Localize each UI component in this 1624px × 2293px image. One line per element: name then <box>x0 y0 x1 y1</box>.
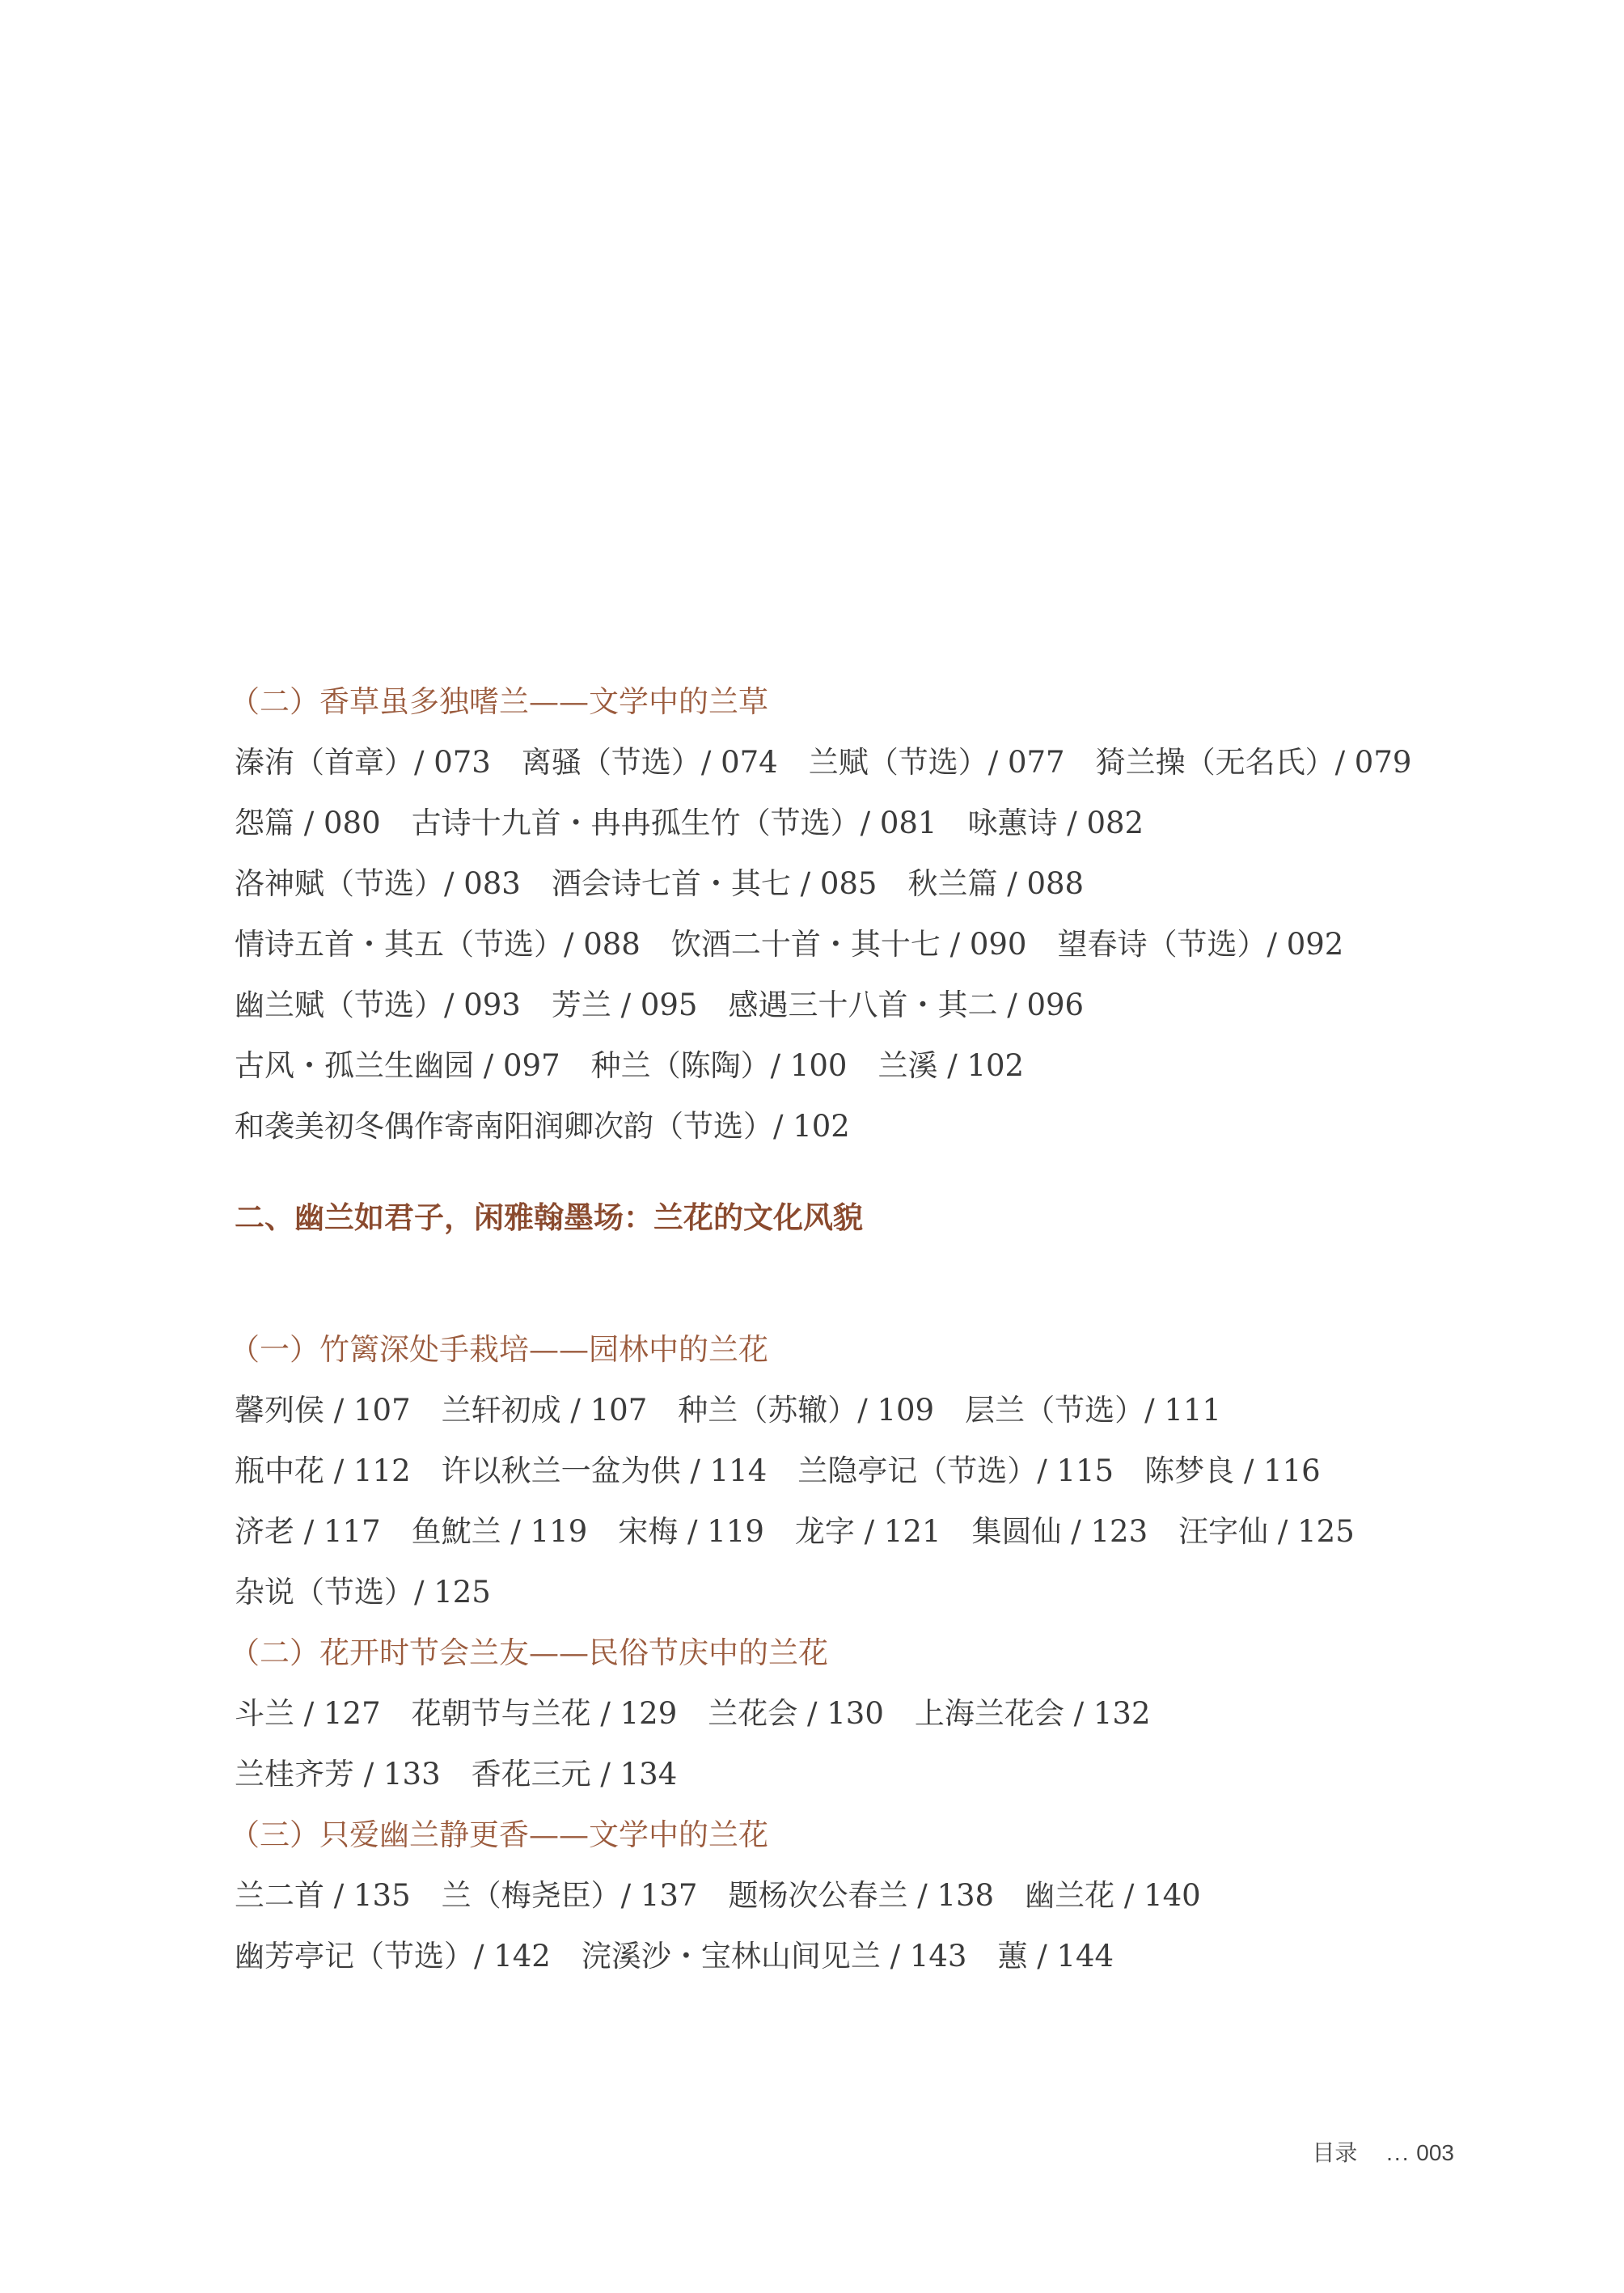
toc-entry[interactable]: 兰轩初成 / 107 <box>441 1393 648 1428</box>
toc-entry[interactable]: 馨列侯 / 107 <box>235 1393 411 1428</box>
toc-entry[interactable]: 上海兰花会 / 132 <box>914 1696 1151 1731</box>
toc-entry[interactable]: 古诗十九首・冉冉孤生竹（节选）/ 081 <box>411 806 937 840</box>
toc-entry[interactable]: 溱洧（首章）/ 073 <box>235 745 491 780</box>
toc-entry[interactable]: 蕙 / 144 <box>997 1939 1114 1974</box>
toc-entry[interactable]: 秋兰篇 / 088 <box>907 866 1085 901</box>
toc-entry[interactable]: 兰花会 / 130 <box>708 1696 884 1731</box>
toc-entry[interactable]: 猗兰操（无名氏）/ 079 <box>1095 745 1412 780</box>
toc-entry[interactable]: 杂说（节选）/ 125 <box>235 1575 491 1610</box>
toc-line <box>235 914 1496 975</box>
toc-line <box>235 1441 1496 1501</box>
footer-dots: ... <box>1386 2140 1410 2165</box>
toc-entry[interactable]: 鱼魫兰 / 119 <box>411 1514 588 1549</box>
toc-entry[interactable]: 兰赋（节选）/ 077 <box>808 745 1065 780</box>
toc-line <box>235 975 1496 1035</box>
toc-entry[interactable]: 题杨次公春兰 / 138 <box>728 1878 995 1913</box>
toc-line <box>235 1744 1496 1804</box>
toc-entry[interactable]: 龙字 / 121 <box>794 1514 941 1549</box>
toc-line <box>235 853 1496 914</box>
toc-entry[interactable]: 种兰（苏辙）/ 109 <box>678 1393 935 1428</box>
toc-entry[interactable]: 情诗五首・其五（节选）/ 088 <box>235 927 641 962</box>
toc-entry[interactable]: 望春诗（节选）/ 092 <box>1057 927 1344 962</box>
part-heading: 二、幽兰如君子，闲雅翰墨场：兰花的文化风貌 <box>235 1199 863 1235</box>
page-footer <box>1312 2135 1454 2168</box>
toc-entry[interactable]: 兰溪 / 102 <box>878 1048 1025 1083</box>
section-subheading: （一）竹篱深处手栽培——园林中的兰花 <box>230 1332 768 1367</box>
toc-line <box>235 1865 1496 1926</box>
toc-entry[interactable]: 陈梦良 / 116 <box>1144 1453 1321 1488</box>
toc-line <box>235 1096 1496 1157</box>
toc-entry[interactable]: 兰二首 / 135 <box>235 1878 411 1913</box>
toc-line <box>235 732 1496 793</box>
footer-label: 目录 <box>1312 2140 1358 2165</box>
toc-line <box>235 1926 1496 1986</box>
table-of-contents <box>230 671 1496 1986</box>
toc-entry[interactable]: 汪字仙 / 125 <box>1178 1514 1355 1549</box>
toc-entry[interactable]: 酒会诗七首・其七 / 085 <box>551 866 878 901</box>
toc-line <box>235 1501 1496 1562</box>
toc-line <box>235 1380 1496 1441</box>
toc-entry[interactable]: 怨篇 / 080 <box>235 806 381 840</box>
toc-entry[interactable]: 种兰（陈陶）/ 100 <box>590 1048 848 1083</box>
toc-entry[interactable]: 兰桂齐芳 / 133 <box>235 1757 441 1792</box>
toc-entry[interactable]: 宋梅 / 119 <box>618 1514 764 1549</box>
toc-entry[interactable]: 咏蕙诗 / 082 <box>967 806 1144 840</box>
page-number: 003 <box>1416 2140 1454 2165</box>
toc-line <box>235 793 1496 853</box>
toc-entry[interactable]: 浣溪沙・宝林山间见兰 / 143 <box>581 1939 967 1974</box>
toc-entry[interactable]: 离骚（节选）/ 074 <box>521 745 778 780</box>
toc-entry[interactable]: 幽兰花 / 140 <box>1025 1878 1201 1913</box>
toc-line <box>235 1683 1496 1744</box>
section-subheading: （二）香草虽多独嗜兰——文学中的兰草 <box>230 684 768 719</box>
toc-entry[interactable]: 和袭美初冬偶作寄南阳润卿次韵（节选）/ 102 <box>235 1109 850 1144</box>
toc-entry[interactable]: 幽芳亭记（节选）/ 142 <box>235 1939 551 1974</box>
toc-entry[interactable]: 花朝节与兰花 / 129 <box>411 1696 678 1731</box>
toc-entry[interactable]: 芳兰 / 095 <box>551 988 698 1022</box>
section-subheading: （三）只爱幽兰静更香——文学中的兰花 <box>230 1817 768 1852</box>
toc-entry[interactable]: 瓶中花 / 112 <box>235 1453 411 1488</box>
toc-entry[interactable]: 兰隐亭记（节选）/ 115 <box>797 1453 1114 1488</box>
toc-entry[interactable]: 幽兰赋（节选）/ 093 <box>235 988 521 1022</box>
toc-entry[interactable]: 集圆仙 / 123 <box>971 1514 1148 1549</box>
toc-entry[interactable]: 感遇三十八首・其二 / 096 <box>728 988 1085 1022</box>
section-subheading: （二）花开时节会兰友——民俗节庆中的兰花 <box>230 1635 828 1670</box>
toc-entry[interactable]: 层兰（节选）/ 111 <box>965 1393 1221 1428</box>
toc-entry[interactable]: 济老 / 117 <box>235 1514 381 1549</box>
toc-line <box>235 1035 1496 1096</box>
toc-entry[interactable]: 许以秋兰一盆为供 / 114 <box>441 1453 768 1488</box>
toc-entry[interactable]: 斗兰 / 127 <box>235 1696 381 1731</box>
toc-entry[interactable]: 古风・孤兰生幽园 / 097 <box>235 1048 560 1083</box>
toc-entry[interactable]: 兰（梅尧臣）/ 137 <box>441 1878 698 1913</box>
toc-entry[interactable]: 饮酒二十首・其十七 / 090 <box>670 927 1027 962</box>
toc-entry[interactable]: 洛神赋（节选）/ 083 <box>235 866 521 901</box>
toc-entry[interactable]: 香花三元 / 134 <box>471 1757 678 1792</box>
toc-line <box>235 1562 1496 1622</box>
